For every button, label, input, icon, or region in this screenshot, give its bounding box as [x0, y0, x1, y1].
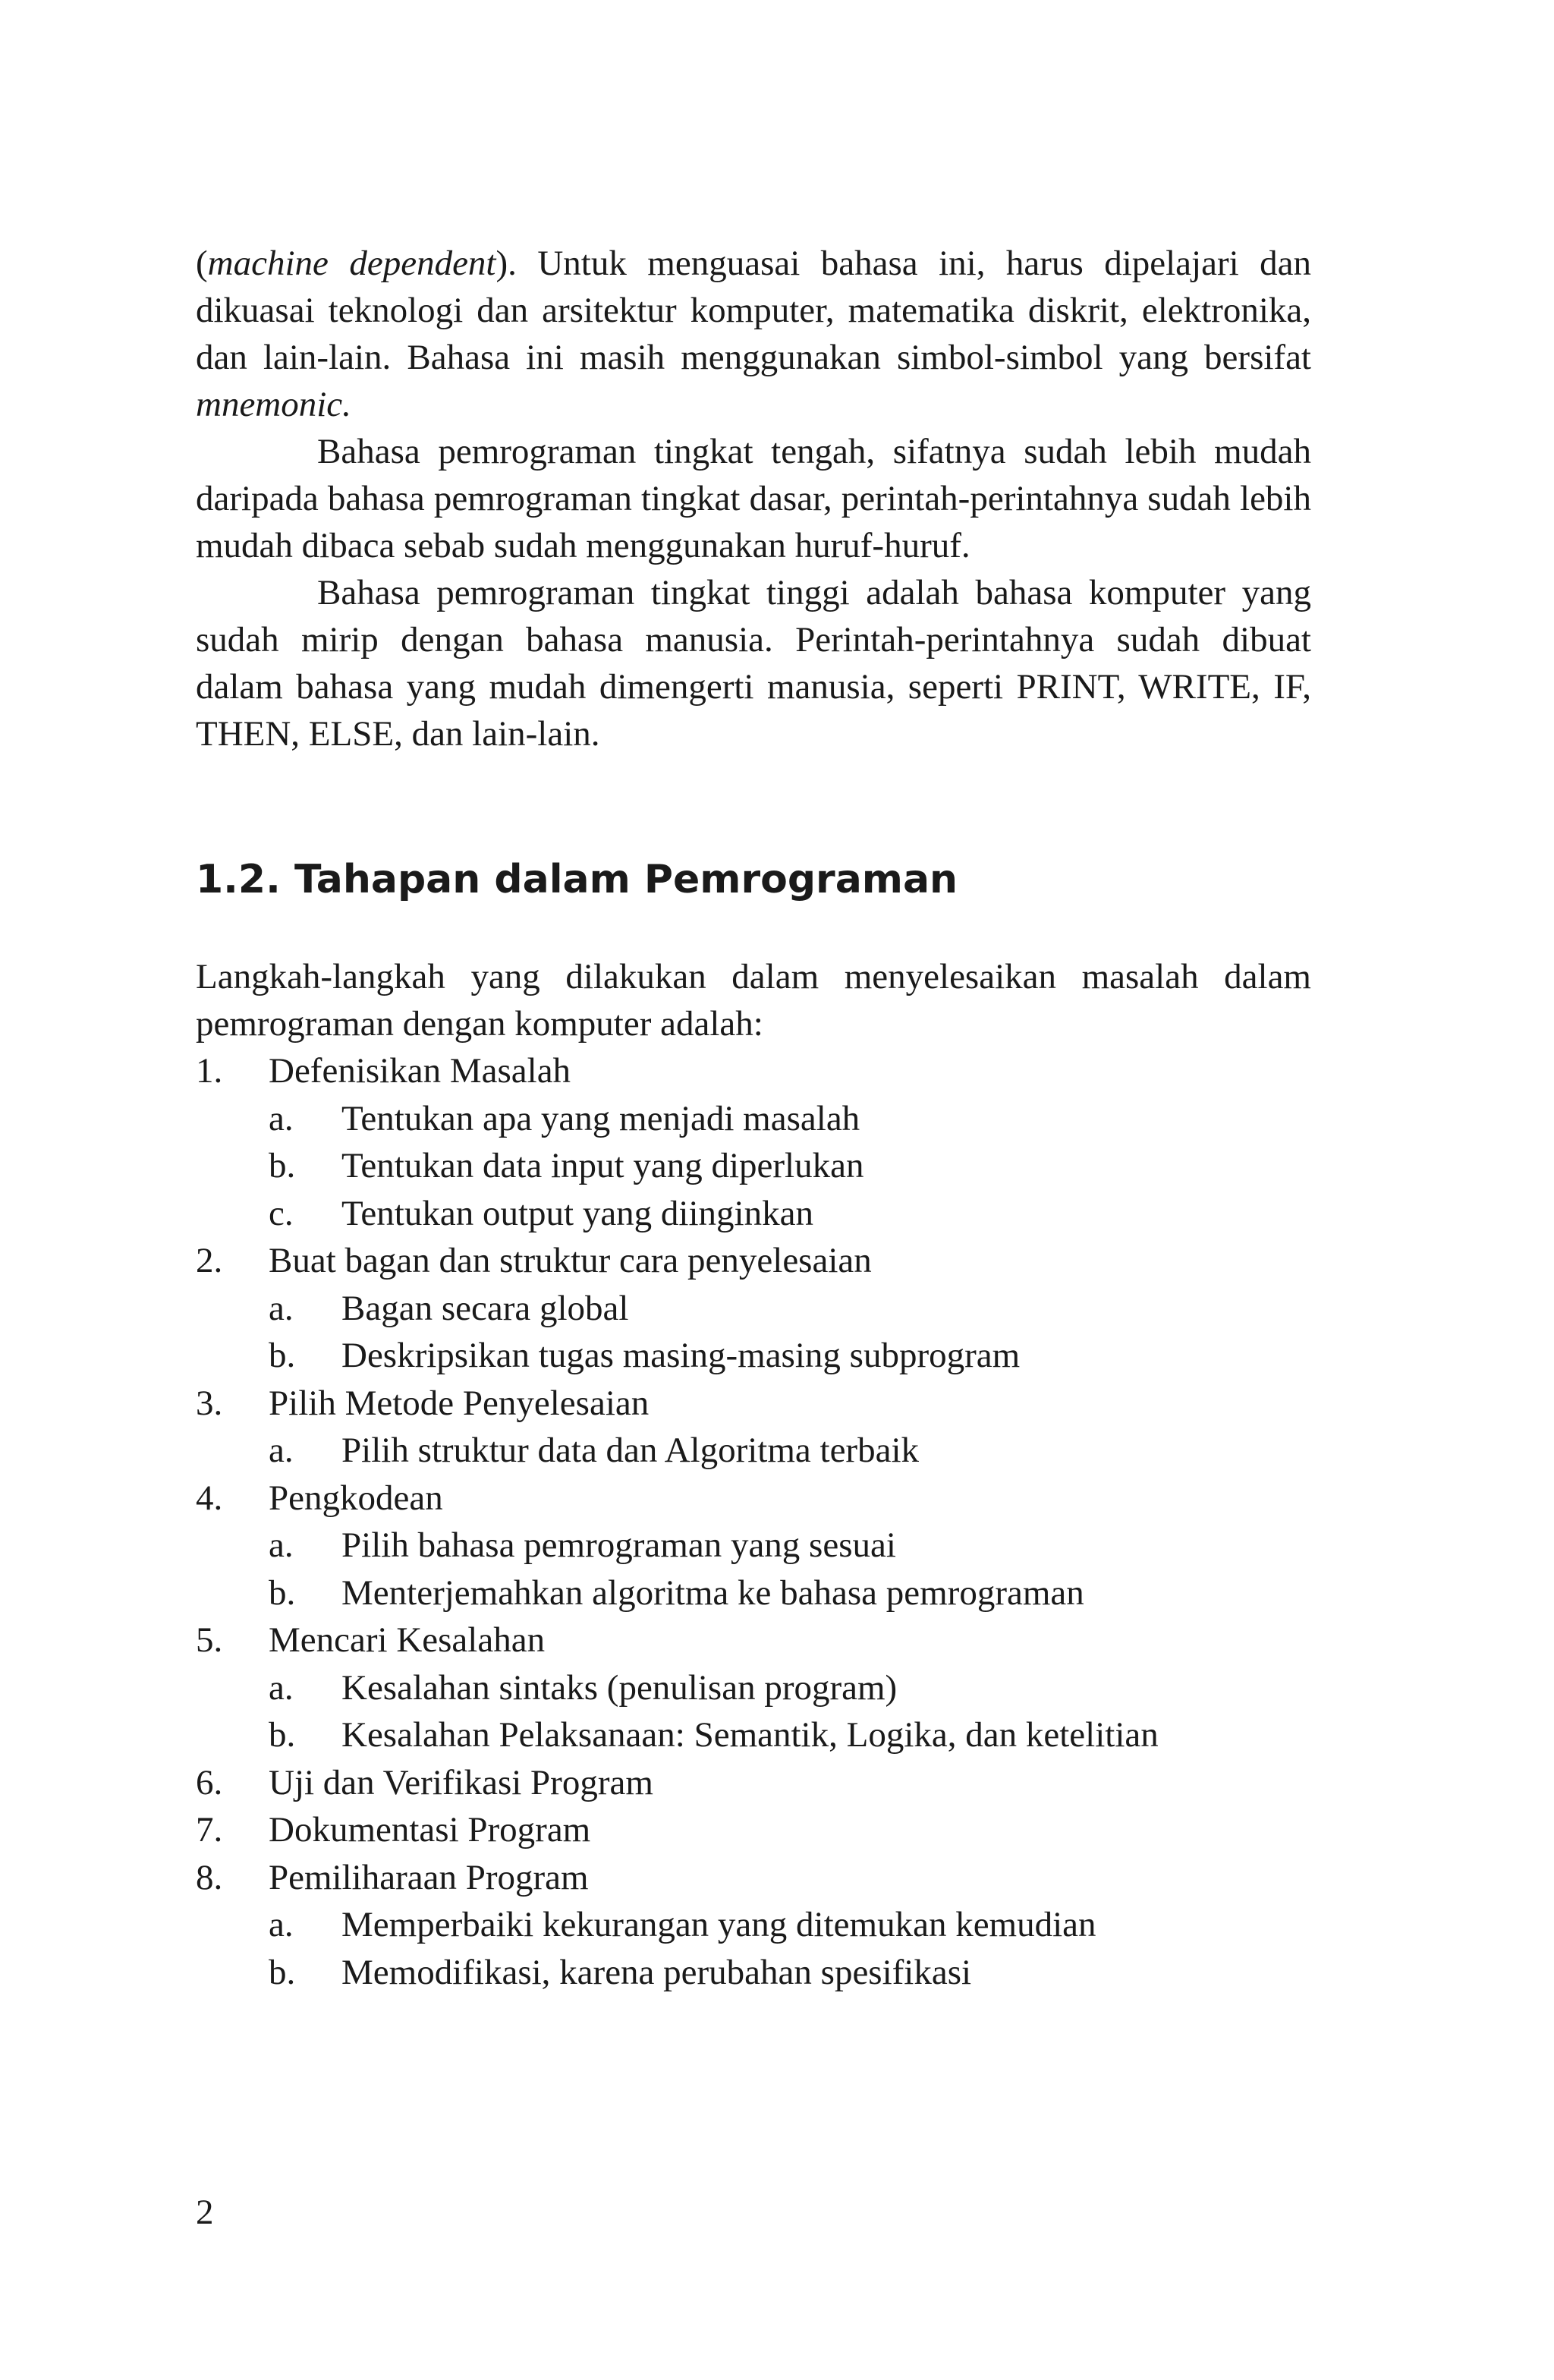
steps-list	[196, 1047, 1311, 1996]
sub-list-item-label: Deskripsikan tugas masing-masing subprogram	[341, 1336, 1021, 1375]
sub-list-item-label: Bagan secara global	[341, 1288, 629, 1328]
sub-list-item-letter: b.	[269, 1146, 296, 1185]
paragraph-high-level: Bahasa pemrograman tingkat tinggi adalah bahasa komputer yang sudah mirip dengan bahasa manusia. Perintah-perintahnya sudah dibuat dalam bahasa yang mudah dimengerti manusia, seperti PRINT, WRITE, IF, THEN, ELSE, dan lain-lain.	[196, 573, 1311, 754]
sub-list-item-label: Menterjemahkan algoritma ke bahasa pemrograman	[341, 1572, 1084, 1613]
sub-list-item	[196, 1427, 1311, 1475]
list-item-number: 3.	[196, 1383, 223, 1423]
list-item	[196, 1806, 1311, 1854]
sub-list-item	[196, 1332, 1311, 1380]
sub-list-item-label: Kesalahan sintaks (penulisan program)	[341, 1667, 898, 1708]
sub-list-item	[196, 1095, 1311, 1143]
list-item	[196, 1047, 1311, 1095]
sub-list-item-letter: a.	[269, 1288, 294, 1328]
sub-list-item-letter: a.	[269, 1098, 294, 1138]
list-item-label: Defenisikan Masalah	[269, 1051, 571, 1091]
section-heading: 1.2. Tahapan dalam Pemrograman	[196, 857, 958, 902]
list-item-label: Dokumentasi Program	[269, 1810, 591, 1850]
paragraph-machine-dependent	[196, 240, 1311, 428]
sub-list-item-letter: b.	[269, 1715, 296, 1755]
list-item-number: 1.	[196, 1051, 223, 1091]
sub-list-item-letter: a.	[269, 1525, 294, 1565]
sub-list-item	[196, 1522, 1311, 1569]
italic-term: mnemonic.	[196, 385, 351, 424]
list-item	[196, 1475, 1311, 1522]
list-item-number: 6.	[196, 1762, 223, 1802]
sub-list-item-letter: a.	[269, 1667, 294, 1708]
sub-list-item-label: Memperbaiki kekurangan yang ditemukan kemudian	[341, 1905, 1096, 1944]
section-intro: Langkah-langkah yang dilakukan dalam menyelesaikan masalah dalam pemrograman dengan komputer adalah:	[196, 957, 1311, 1044]
sub-list-item	[196, 1711, 1311, 1759]
list-item-label: Pengkodean	[269, 1478, 443, 1518]
sub-list-item	[196, 1190, 1311, 1238]
sub-list-item	[196, 1285, 1311, 1333]
list-item-number: 8.	[196, 1857, 223, 1897]
list-item-number: 4.	[196, 1478, 223, 1518]
list-item	[196, 1759, 1311, 1807]
sub-list-item-label: Memodifikasi, karena perubahan spesifikasi	[341, 1952, 972, 1992]
list-item	[196, 1237, 1311, 1285]
sub-list-item-letter: c.	[269, 1193, 294, 1233]
sub-list-item	[196, 1949, 1311, 1997]
list-item-number: 7.	[196, 1810, 223, 1850]
list-item	[196, 1854, 1311, 1902]
sub-list-item-label: Kesalahan Pelaksanaan: Semantik, Logika, dan ketelitian	[341, 1715, 1159, 1755]
sub-list-item-label: Pilih bahasa pemrograman yang sesuai	[341, 1525, 896, 1565]
paragraph-mid-level: Bahasa pemrograman tingkat tengah, sifatnya sudah lebih mudah daripada bahasa pemrograman tingkat dasar, perintah-perintahnya sudah lebih mudah dibaca sebab sudah menggunakan huruf-huruf.	[196, 432, 1311, 565]
list-item-label: Pemiliharaan Program	[269, 1857, 589, 1897]
sub-list-item-letter: b.	[269, 1336, 296, 1375]
list-item-number: 5.	[196, 1620, 223, 1660]
sub-list-item	[196, 1901, 1311, 1949]
page-content	[196, 240, 1311, 1996]
sub-list-item-label: Tentukan output yang diinginkan	[341, 1193, 813, 1233]
sub-list-item	[196, 1664, 1311, 1712]
sub-list-item-letter: b.	[269, 1952, 296, 1992]
sub-list-item-letter: a.	[269, 1905, 294, 1944]
list-item-label: Buat bagan dan struktur cara penyelesaian	[269, 1241, 872, 1280]
sub-list-item-label: Pilih struktur data dan Algoritma terbaik	[341, 1431, 919, 1470]
sub-list-item	[196, 1569, 1311, 1617]
list-item-label: Uji dan Verifikasi Program	[269, 1762, 653, 1802]
page-number: 2	[196, 2193, 214, 2232]
italic-term: machine dependent	[207, 244, 496, 283]
sub-list-item-letter: a.	[269, 1431, 294, 1470]
sub-list-item	[196, 1142, 1311, 1190]
paragraph-text: ). Untuk menguasai bahasa ini, harus dipelajari dan dikuasai teknologi dan arsitektur komputer, matematika diskrit, elektronika, dan lain-lain. Bahasa ini masih menggunakan simbol-simbol yang bersifat	[196, 244, 1311, 377]
paragraph-text: (	[196, 244, 208, 283]
list-item-label: Mencari Kesalahan	[269, 1620, 546, 1660]
sub-list-item-letter: b.	[269, 1572, 296, 1613]
list-item-label: Pilih Metode Penyelesaian	[269, 1383, 650, 1423]
list-item-number: 2.	[196, 1241, 223, 1280]
list-item	[196, 1380, 1311, 1428]
sub-list-item-label: Tentukan data input yang diperlukan	[341, 1146, 864, 1185]
sub-list-item-label: Tentukan apa yang menjadi masalah	[341, 1098, 860, 1138]
list-item	[196, 1617, 1311, 1664]
